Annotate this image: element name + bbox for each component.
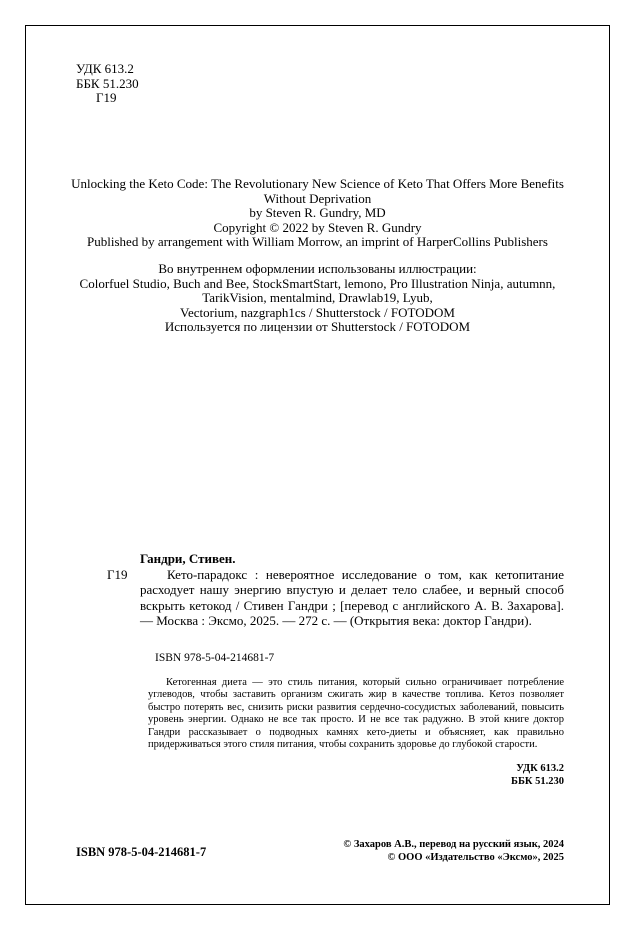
top-classification-codes	[76, 62, 139, 106]
illustrations-credit-line: Во внутреннем оформлении использованы иллюстрации:	[158, 261, 477, 276]
udk-code-right: УДК 613.2	[516, 763, 564, 774]
footer-isbn: ISBN 978-5-04-214681-7	[76, 845, 207, 859]
illustrations-credit-line: Vectorium, nazgraph1cs / Shutterstock / FOTODOM	[180, 304, 455, 320]
original-copyright-line: Copyright © 2022 by Steven R. Gundry	[213, 219, 422, 235]
copyright-translation-line: © Захаров А.В., перевод на русский язык, 2024	[343, 839, 564, 850]
author-sign-code: Г19	[96, 90, 117, 105]
right-classification-codes	[511, 763, 564, 788]
catalog-author-sign: Г19	[107, 567, 128, 582]
original-edition-block	[40, 177, 595, 250]
bbk-code-right: ББК 51.230	[511, 775, 564, 787]
catalog-card-block	[107, 551, 564, 629]
original-publisher-line: Published by arrangement with William Morrow, an imprint of HarperCollins Publishers	[87, 234, 548, 249]
illustrations-credits-block	[40, 262, 595, 335]
illustrations-credit-line: Colorfuel Studio, Buch and Bee, StockSmartStart, lemono, Pro Illustration Ninja, autumnn,	[79, 275, 556, 291]
original-title-line: Unlocking the Keto Code: The Revolutionary New Science of Keto That Offers More Benefits	[71, 176, 564, 191]
original-title-line: Without Deprivation	[263, 190, 372, 206]
bbk-code: ББК 51.230	[76, 75, 139, 91]
udk-code: УДК 613.2	[76, 61, 134, 76]
annotation-paragraph: Кетогенная диета — это стиль питания, который сильно ограничивает потребление углеводов, чтобы заставить организм сжигать жир в качестве топлива. Кетоз позволяет быстро потерять вес, снизить риски развития сердечно-сосудистых заболеваний, повысить уровень энергии. Однако не все так просто. И не все так радужно. В этой книге доктор Гандри рассказывает о подводных камнях кето-диеты и объясняет, как правильно придерживаться этого стиля питания, чтобы сохранить здоровье до глубокой старости.	[148, 677, 564, 751]
catalog-author: Гандри, Стивен.	[140, 551, 236, 566]
illustrations-credit-line: Используется по лицензии от Shutterstock / FOTODOM	[164, 319, 471, 334]
catalog-description: Кето-парадокс : невероятное исследование о том, как кетопитание расходует нашу энергию впустую и делает тело слабее, и верный способ вскрыть кетокод / Стивен Гандри ; [перевод с английского А. В. Захарова]. — Москва : Эксмо, 2025. — 272 с. — (Открытия века: доктор Гандри).	[140, 566, 564, 628]
footer-copyright-block	[343, 838, 564, 864]
original-author-line: by Steven R. Gundry, MD	[249, 205, 386, 220]
illustrations-credit-line: TarikVision, mentalmind, Drawlab19, Lyub,	[202, 290, 433, 305]
catalog-isbn: ISBN 978-5-04-214681-7	[155, 652, 275, 664]
copyright-publisher-line: © ООО «Издательство «Эксмо», 2025	[387, 852, 564, 863]
